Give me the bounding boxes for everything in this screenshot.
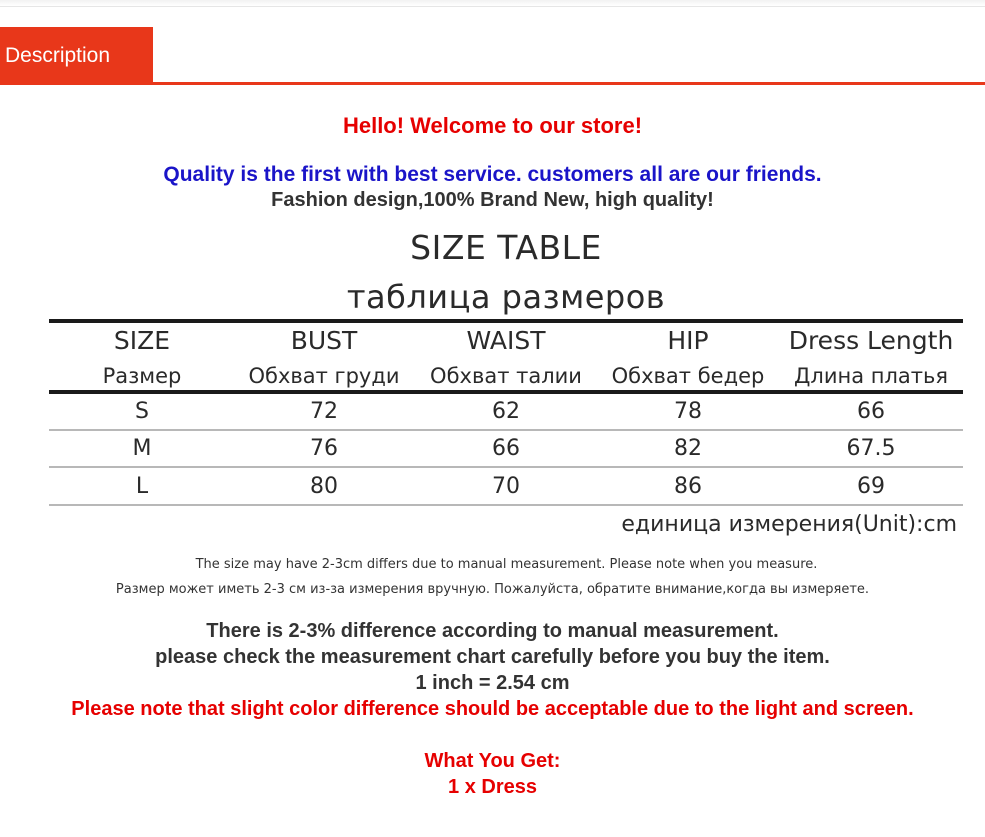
table-cell: 72 xyxy=(310,399,338,424)
header-dress-length-ru: Длина платья xyxy=(793,364,948,388)
table-cell: 67.5 xyxy=(846,436,896,461)
unit-note: единица измерения(Unit):cm xyxy=(621,512,957,537)
table-cell: 86 xyxy=(674,474,702,499)
color-difference-note: Please note that slight color difference should be acceptable due to the light and screen. xyxy=(71,698,914,720)
table-row-divider xyxy=(49,466,963,468)
header-waist-ru: Обхват талии xyxy=(430,364,582,388)
table-row-divider xyxy=(49,504,963,506)
table-cell: 66 xyxy=(492,436,520,461)
table-header-rule xyxy=(49,390,963,394)
size-table-title-ru: таблица размеров xyxy=(346,278,666,316)
header-bust: BUST xyxy=(290,326,358,355)
header-hip-ru: Обхват бедер xyxy=(611,364,765,388)
measurement-note-en: The size may have 2-3cm differs due to manual measurement. Please note when you measure. xyxy=(195,557,818,572)
header-hip: HIP xyxy=(667,326,709,355)
table-row-divider xyxy=(49,429,963,431)
package-item: 1 x Dress xyxy=(448,776,537,798)
table-cell: 78 xyxy=(674,399,702,424)
measurement-note-ru: Размер может иметь 2-3 см из-за измерения вручную. Пожалуйста, обратите внимание,когда вы измеряете. xyxy=(115,582,870,597)
check-chart-note: please check the measurement chart carefully before you buy the item. xyxy=(155,646,830,668)
what-you-get-title: What You Get: xyxy=(424,750,561,772)
fashion-text: Fashion design,100% Brand New, high quality! xyxy=(271,189,714,211)
table-cell: S xyxy=(135,399,149,424)
table-cell: M xyxy=(132,436,152,461)
size-table-image xyxy=(49,226,963,546)
table-cell: 69 xyxy=(857,474,885,499)
header-size: SIZE xyxy=(113,326,171,355)
table-cell: 82 xyxy=(674,436,702,461)
header-size-ru: Размер xyxy=(102,364,182,388)
header-waist: WAIST xyxy=(466,326,546,355)
size-table-title: SIZE TABLE xyxy=(410,228,602,267)
top-border-strip xyxy=(0,0,985,7)
header-dress-length: Dress Length xyxy=(788,326,954,355)
table-cell: L xyxy=(135,474,149,499)
table-cell: 80 xyxy=(310,474,338,499)
table-cell: 66 xyxy=(857,399,885,424)
table-cell: 62 xyxy=(492,399,520,424)
tab-description[interactable]: Description xyxy=(0,27,153,84)
table-cell: 70 xyxy=(492,474,520,499)
tab-underline xyxy=(0,82,985,85)
quality-text: Quality is the first with best service. customers all are our friends. xyxy=(163,163,822,186)
table-cell: 76 xyxy=(310,436,338,461)
welcome-text: Hello! Welcome to our store! xyxy=(342,113,643,138)
header-bust-ru: Обхват груди xyxy=(248,364,400,388)
table-top-rule xyxy=(49,319,963,323)
difference-note: There is 2-3% difference according to manual measurement. xyxy=(206,620,779,642)
inch-conversion: 1 inch = 2.54 cm xyxy=(415,672,570,694)
